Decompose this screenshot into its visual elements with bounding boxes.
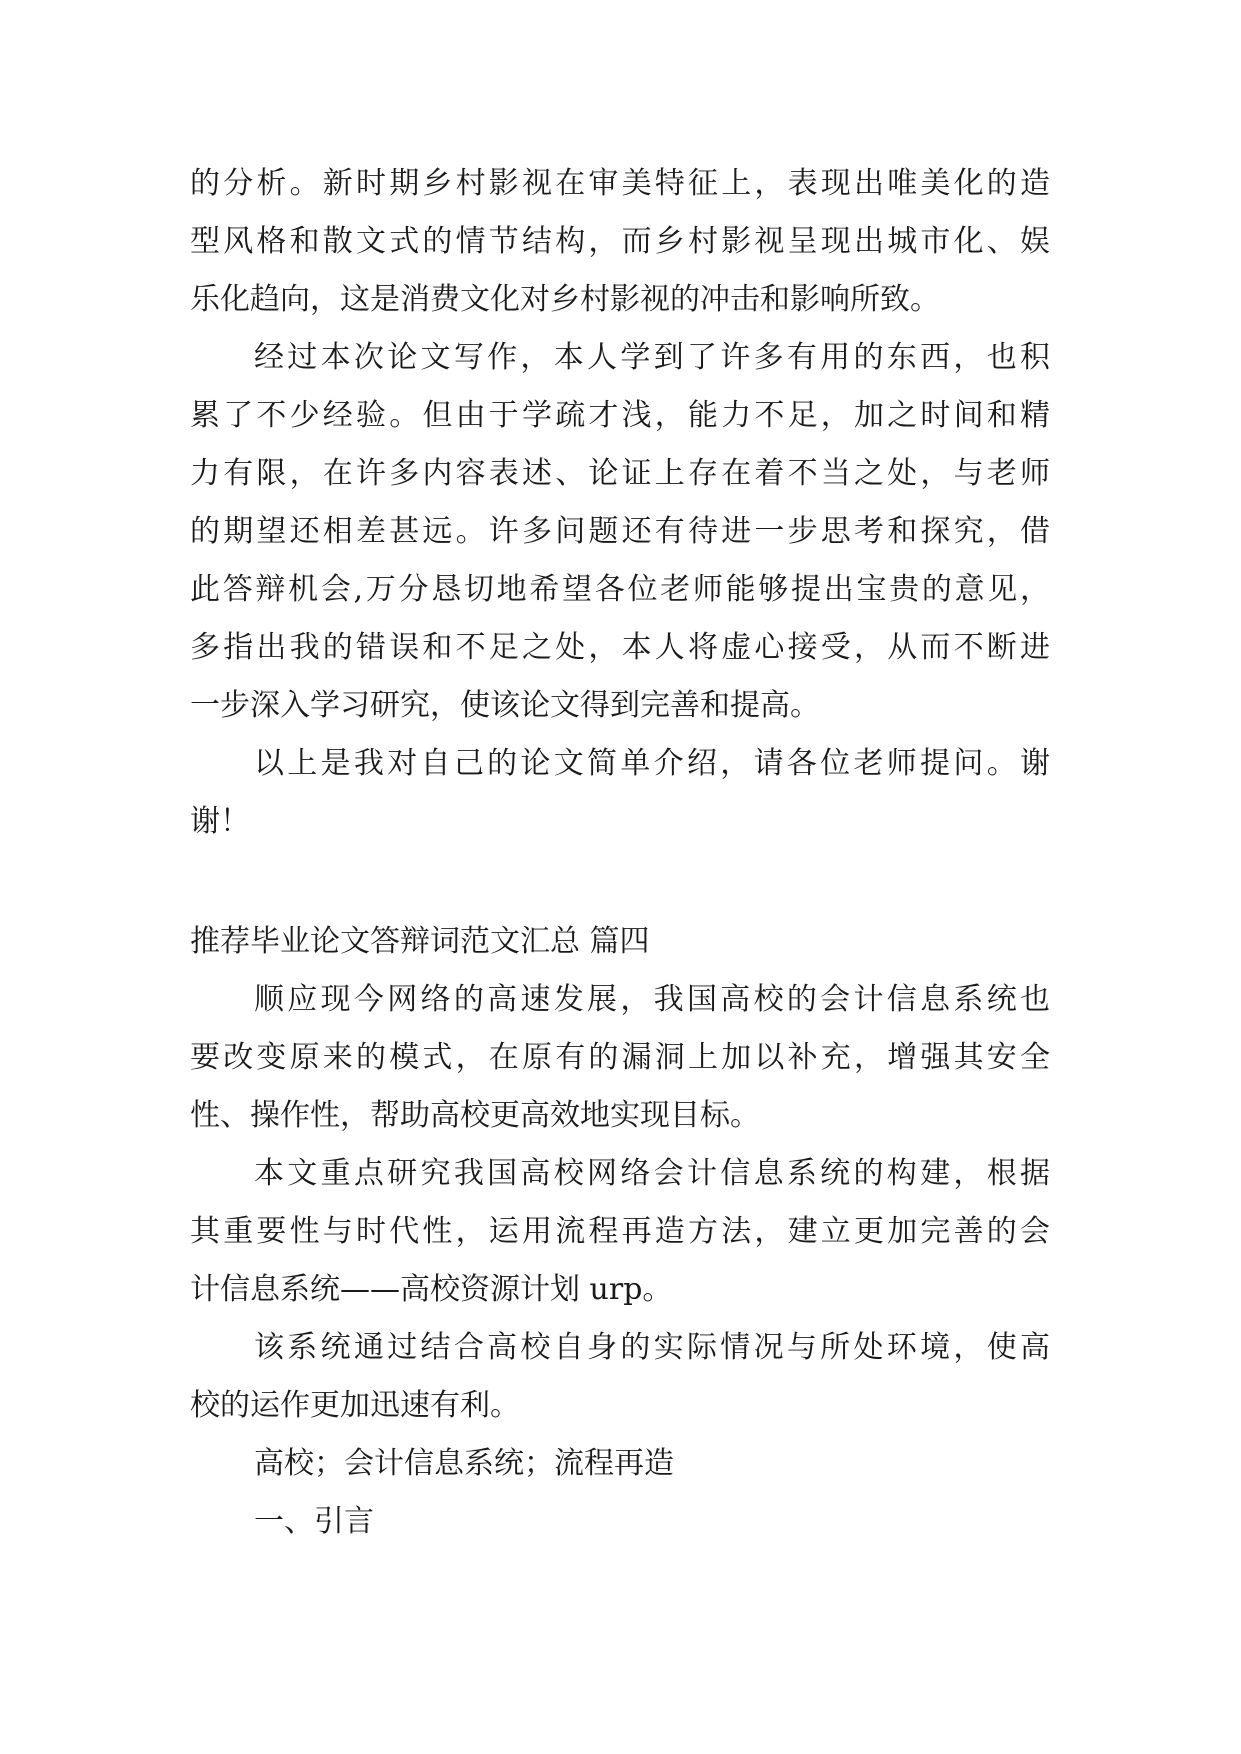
keywords-line: 高校；会计信息系统；流程再造 xyxy=(254,1446,674,1481)
text-line: 性、操作性，帮助高校更高效地实现目标。 xyxy=(190,1098,760,1133)
text-line: 乐化趋向，这是消费文化对乡村影视的冲击和影响所致。 xyxy=(190,282,940,317)
subheading-introduction: 一、引言 xyxy=(254,1504,374,1539)
paragraph-system-benefit xyxy=(190,1319,1050,1435)
text-line: 要改变原来的模式，在原有的漏洞上加以补充，增强其安全 xyxy=(190,1040,1050,1075)
paragraph-closing xyxy=(190,735,1050,851)
text-line: 校的运作更加迅速有利。 xyxy=(190,1388,520,1423)
text-line: 计信息系统——高校资源计划 urp。 xyxy=(190,1272,673,1307)
text-line: 本文重点研究我国高校网络会计信息系统的构建，根据 xyxy=(254,1156,1050,1191)
text-line: 的分析。新时期乡村影视在审美特征上，表现出唯美化的造 xyxy=(190,166,1050,201)
paragraph-background xyxy=(190,971,1050,1145)
text-line: 此答辩机会,万分恳切地希望各位老师能够提出宝贵的意见， xyxy=(190,572,1050,607)
text-line: 型风格和散文式的情节结构，而乡村影视呈现出城市化、娱 xyxy=(190,224,1050,259)
text-line: 顺应现今网络的高速发展，我国高校的会计信息系统也 xyxy=(254,982,1050,1017)
text-line: 多指出我的错误和不足之处，本人将虚心接受，从而不断进 xyxy=(190,630,1050,665)
text-line: 累了不少经验。但由于学疏才浅，能力不足，加之时间和精 xyxy=(190,398,1050,433)
paragraph-writing-reflection xyxy=(190,329,1050,735)
text-line: 的期望还相差甚远。许多问题还有待进一步思考和探究，借 xyxy=(190,514,1050,549)
paragraph-research-focus xyxy=(190,1145,1050,1319)
document-page xyxy=(190,155,1050,1551)
text-line: 力有限，在许多内容表述、论证上存在着不当之处，与老师 xyxy=(190,456,1050,491)
text-line: 以上是我对自己的论文简单介绍，请各位老师提问。谢 xyxy=(254,746,1050,781)
text-line: 其重要性与时代性，运用流程再造方法，建立更加完善的会 xyxy=(190,1214,1050,1249)
section-heading: 推荐毕业论文答辩词范文汇总 篇四 xyxy=(190,924,650,959)
text-line: 谢！ xyxy=(190,804,250,839)
section-gap xyxy=(190,851,1050,913)
paragraph-ending xyxy=(190,155,1050,329)
text-line: 一步深入学习研究，使该论文得到完善和提高。 xyxy=(190,688,820,723)
text-line: 经过本次论文写作，本人学到了许多有用的东西，也积 xyxy=(254,340,1050,375)
text-line: 该系统通过结合高校自身的实际情况与所处环境，使高 xyxy=(254,1330,1050,1365)
